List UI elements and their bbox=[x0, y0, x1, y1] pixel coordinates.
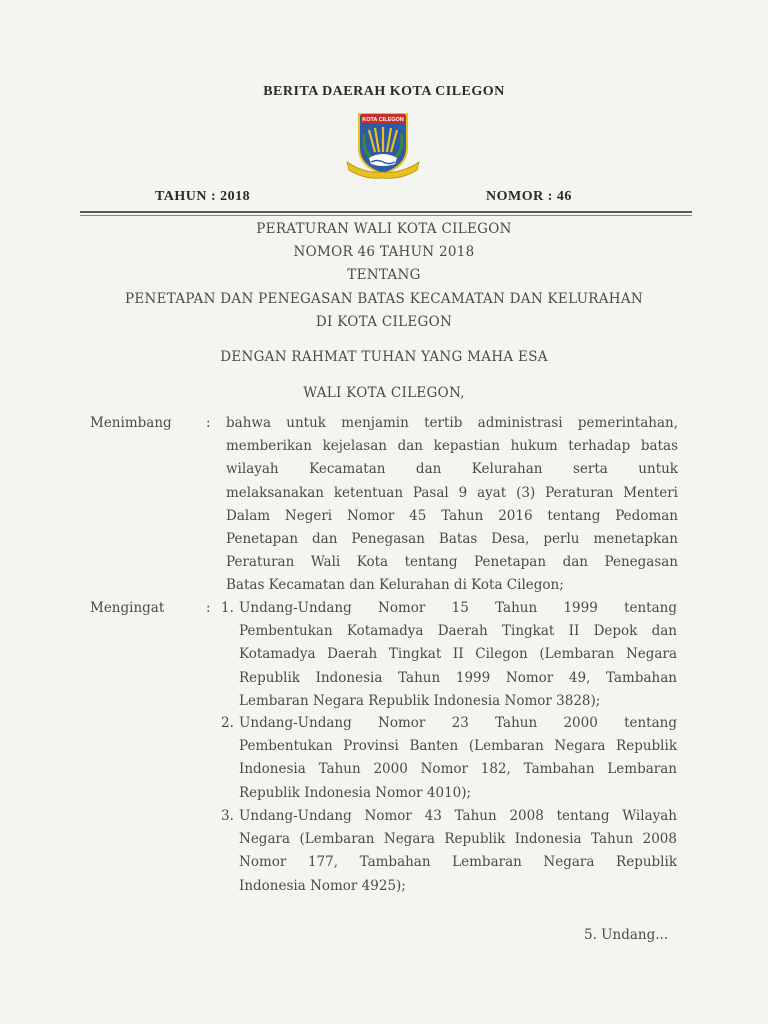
mengingat-colon: : bbox=[206, 600, 211, 616]
mengingat-label: Mengingat bbox=[90, 600, 165, 616]
regulation-title: PERATURAN WALI KOTA CILEGON bbox=[256, 221, 512, 237]
mengingat-item-line: Indonesia Tahun 2000 Nomor 182, Tambahan Lembaran bbox=[239, 761, 677, 778]
year-label: TAHUN : 2018 bbox=[155, 189, 251, 204]
header-divider bbox=[80, 211, 692, 213]
regulation-subject-cont: DI KOTA CILEGON bbox=[315, 314, 453, 330]
mengingat-item-number: 2. bbox=[221, 715, 234, 731]
menimbang-line: Dalam Negeri Nomor 45 Tahun 2016 tentang Pedoman bbox=[226, 507, 678, 524]
mengingat-item-line: Republik Indonesia Tahun 1999 Nomor 49, Tambahan bbox=[239, 669, 677, 686]
mengingat-item-line: Undang-Undang Nomor 23 Tahun 2000 tentang bbox=[239, 715, 677, 731]
mengingat-item-number: 3. bbox=[221, 808, 234, 824]
blessing-line: DENGAN RAHMAT TUHAN YANG MAHA ESA bbox=[220, 349, 548, 365]
menimbang-line: wilayah Kecamatan dan Kelurahan serta untuk bbox=[226, 461, 678, 478]
publication-title: BERITA DAERAH KOTA CILEGON bbox=[263, 84, 505, 99]
header-divider-thin bbox=[80, 215, 692, 216]
mengingat-item-line: Republik Indonesia Nomor 4010); bbox=[239, 784, 472, 801]
regulation-tentang: TENTANG bbox=[347, 267, 421, 283]
menimbang-line: bahwa untuk menjamin tertib administrasi pemerintahan, bbox=[226, 415, 678, 431]
number-label: NOMOR : 46 bbox=[486, 189, 572, 204]
mengingat-item-line: Pembentukan Provinsi Banten (Lembaran Negara Republik bbox=[239, 738, 677, 755]
menimbang-line: Peraturan Wali Kota tentang Penetapan dan Penegasan bbox=[226, 554, 678, 571]
mengingat-item-line: Indonesia Nomor 4925); bbox=[239, 877, 406, 894]
menimbang-line: memberikan kejelasan dan kepastian hukum terhadap batas bbox=[226, 438, 678, 455]
menimbang-label: Menimbang bbox=[90, 415, 172, 431]
regulation-subject: PENETAPAN DAN PENEGASAN BATAS KECAMATAN DAN KELURAHAN bbox=[124, 291, 644, 307]
menimbang-colon: : bbox=[206, 415, 211, 431]
emblem-label: KOTA CILEGON bbox=[362, 117, 404, 123]
kota-cilegon-emblem bbox=[345, 108, 421, 180]
mengingat-item-line: Undang-Undang Nomor 43 Tahun 2008 tentang Wilayah bbox=[239, 808, 677, 824]
regulation-number: NOMOR 46 TAHUN 2018 bbox=[293, 244, 475, 260]
mengingat-item-line: Lembaran Negara Republik Indonesia Nomor 3828); bbox=[239, 692, 601, 709]
mengingat-item-line: Nomor 177, Tambahan Lembaran Negara Republik bbox=[239, 854, 677, 871]
next-page-indicator: 5. Undang... bbox=[584, 927, 669, 943]
menimbang-line: melaksanakan ketentuan Pasal 9 ayat (3) Peraturan Menteri bbox=[226, 484, 678, 501]
official-line: WALI KOTA CILEGON, bbox=[303, 385, 465, 401]
menimbang-line: Batas Kecamatan dan Kelurahan di Kota Cilegon; bbox=[226, 577, 564, 594]
mengingat-item-line: Pembentukan Kotamadya Daerah Tingkat II Depok dan bbox=[239, 623, 677, 640]
mengingat-item-line: Kotamadya Daerah Tingkat II Cilegon (Lembaran Negara bbox=[239, 646, 677, 663]
mengingat-item-line: Negara (Lembaran Negara Republik Indonesia Tahun 2008 bbox=[239, 831, 677, 848]
menimbang-line: Penetapan dan Penegasan Batas Desa, perlu menetapkan bbox=[226, 531, 678, 547]
mengingat-item-number: 1. bbox=[221, 600, 234, 616]
mengingat-item-line: Undang-Undang Nomor 15 Tahun 1999 tentang bbox=[239, 600, 677, 616]
